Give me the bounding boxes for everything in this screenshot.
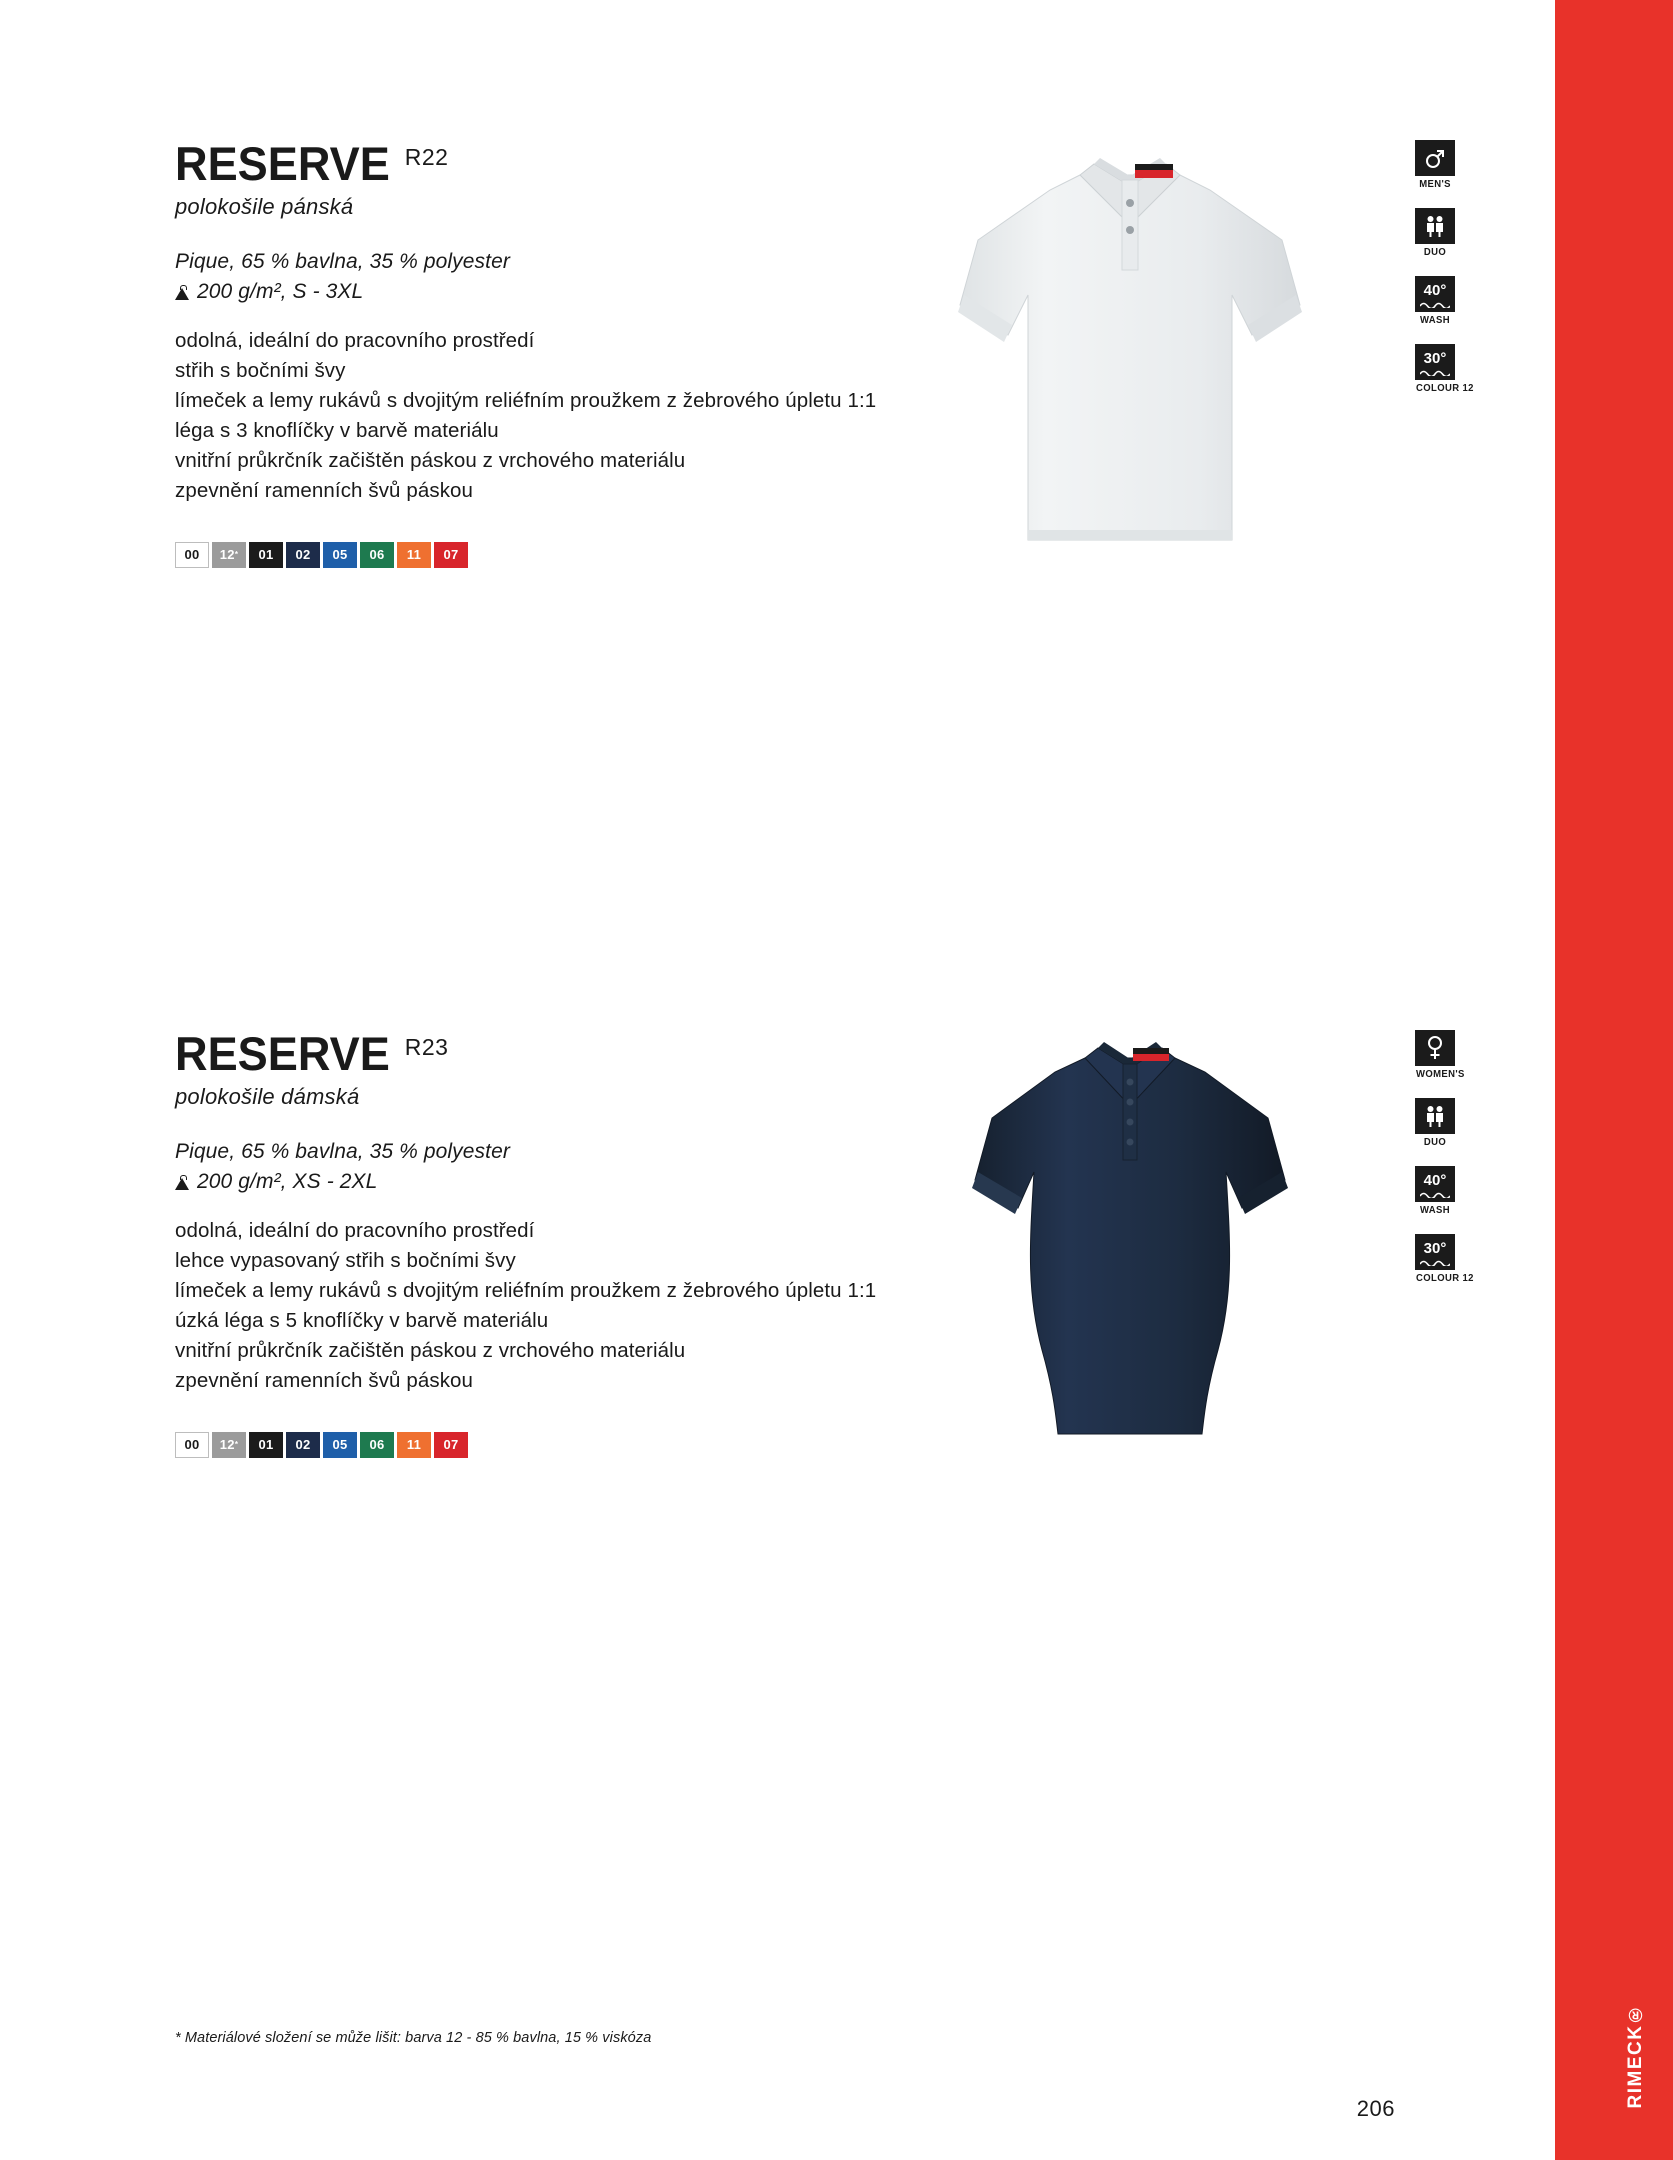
pictogram-wash-40-icon — [1415, 276, 1455, 326]
colour-swatch-12[interactable]: 12 * — [212, 1432, 246, 1458]
feature-item: zpevnění ramenních švů páskou — [175, 478, 474, 502]
colour-swatch-05[interactable]: 05 — [323, 542, 357, 568]
pictogram-colour-30-icon — [1415, 344, 1474, 394]
pictogram-column — [1415, 1030, 1485, 1302]
feature-item: vnitřní průkrčník začištěn páskou z vrchového materiálu — [175, 448, 686, 472]
product-features — [175, 326, 935, 506]
product-text-column — [175, 137, 935, 568]
colour-30-icon: 30° — [1415, 344, 1455, 380]
feature-item: lehce vypasovaný střih s bočními švy — [175, 1248, 516, 1272]
pictogram-label: WASH — [1419, 315, 1451, 326]
colour-swatch-07[interactable]: 07 — [434, 1432, 468, 1458]
pictogram-duo-icon — [1415, 1098, 1455, 1148]
product-title-row — [175, 1027, 935, 1080]
pictogram-label: MEN'S — [1419, 179, 1451, 190]
pictogram-mens-icon — [1415, 140, 1455, 190]
footnote: * Materiálové složení se může lišit: barva 12 - 85 % bavlna, 15 % viskóza — [175, 2030, 652, 2046]
colour-swatch-00[interactable]: 00 — [175, 1432, 209, 1458]
colour-swatch-02[interactable]: 02 — [286, 1432, 320, 1458]
feature-item: úzká léga s 5 knoflíčky v barvě materiálu — [175, 1308, 549, 1332]
colour-swatch-list — [175, 542, 935, 568]
colour-swatch-06[interactable]: 06 — [360, 1432, 394, 1458]
feature-item: vnitřní průkrčník začištěn páskou z vrchového materiálu — [175, 1338, 686, 1362]
feature-item: límeček a lemy rukávů s dvojitým reliéfním proužkem z žebrového úpletu 1:1 — [175, 388, 877, 412]
product-weight: 200 g/m², XS - 2XL — [197, 1170, 378, 1193]
colour-swatch-05[interactable]: 05 — [323, 1432, 357, 1458]
pictogram-label: DUO — [1423, 1137, 1447, 1148]
pictogram-womens-icon — [1415, 1030, 1465, 1080]
product-image-womens — [930, 1010, 1330, 1480]
pictogram-label: WOMEN'S — [1416, 1069, 1465, 1080]
mens-icon — [1415, 140, 1455, 176]
colour-swatch-01[interactable]: 01 — [249, 542, 283, 568]
pictogram-wash-40-icon — [1415, 1166, 1455, 1216]
product-text-column — [175, 1027, 935, 1458]
product-weight: 200 g/m², S - 3XL — [197, 280, 364, 303]
pictogram-colour-30-icon — [1415, 1234, 1474, 1284]
product-code: R23 — [404, 1034, 449, 1060]
product-title-row — [175, 137, 935, 190]
product-material: Pique, 65 % bavlna, 35 % polyester — [175, 1140, 510, 1163]
product-image-mens — [930, 120, 1330, 590]
duo-icon — [1415, 208, 1455, 244]
feature-item: střih s bočními švy — [175, 358, 346, 382]
colour-swatch-11[interactable]: 11 — [397, 542, 431, 568]
pictogram-label: COLOUR 12 — [1416, 383, 1474, 394]
pictogram-column — [1415, 140, 1485, 412]
feature-item: odolná, ideální do pracovního prostředí — [175, 1219, 535, 1242]
weight-icon — [175, 1175, 190, 1190]
product-subtitle: polokošile dámská — [175, 1084, 360, 1109]
feature-item: límeček a lemy rukávů s dvojitým reliéfním proužkem z žebrového úpletu 1:1 — [175, 1278, 877, 1302]
product-features — [175, 1216, 935, 1396]
pictogram-label: WASH — [1419, 1205, 1451, 1216]
right-red-band — [1555, 0, 1673, 2160]
womens-icon — [1415, 1030, 1455, 1066]
weight-icon — [175, 285, 190, 300]
colour-swatch-11[interactable]: 11 — [397, 1432, 431, 1458]
colour-swatch-list — [175, 1432, 935, 1458]
product-code: R22 — [404, 144, 449, 170]
product-material: Pique, 65 % bavlna, 35 % polyester — [175, 250, 510, 273]
duo-icon — [1415, 1098, 1455, 1134]
wash-40-icon: 40° — [1415, 1166, 1455, 1202]
colour-30-icon: 30° — [1415, 1234, 1455, 1270]
colour-swatch-07[interactable]: 07 — [434, 542, 468, 568]
page-title: RESERVE — [175, 1027, 390, 1080]
product-subtitle: polokošile pánská — [175, 194, 354, 219]
colour-swatch-01[interactable]: 01 — [249, 1432, 283, 1458]
page-title: RESERVE — [175, 137, 390, 190]
pictogram-label: DUO — [1423, 247, 1447, 258]
feature-item: zpevnění ramenních švů páskou — [175, 1368, 474, 1392]
colour-swatch-12[interactable]: 12 * — [212, 542, 246, 568]
colour-swatch-06[interactable]: 06 — [360, 542, 394, 568]
colour-swatch-00[interactable]: 00 — [175, 542, 209, 568]
product-weight-line — [175, 280, 935, 304]
feature-item: léga s 3 knoflíčky v barvě materiálu — [175, 418, 499, 442]
brand-logo: RIMECK® — [1625, 2001, 1646, 2108]
page-number: 206 — [1356, 2096, 1395, 2121]
feature-item: odolná, ideální do pracovního prostředí — [175, 329, 535, 352]
product-weight-line — [175, 1170, 935, 1194]
pictogram-duo-icon — [1415, 208, 1455, 258]
wash-40-icon: 40° — [1415, 276, 1455, 312]
colour-swatch-02[interactable]: 02 — [286, 542, 320, 568]
pictogram-label: COLOUR 12 — [1416, 1273, 1474, 1284]
